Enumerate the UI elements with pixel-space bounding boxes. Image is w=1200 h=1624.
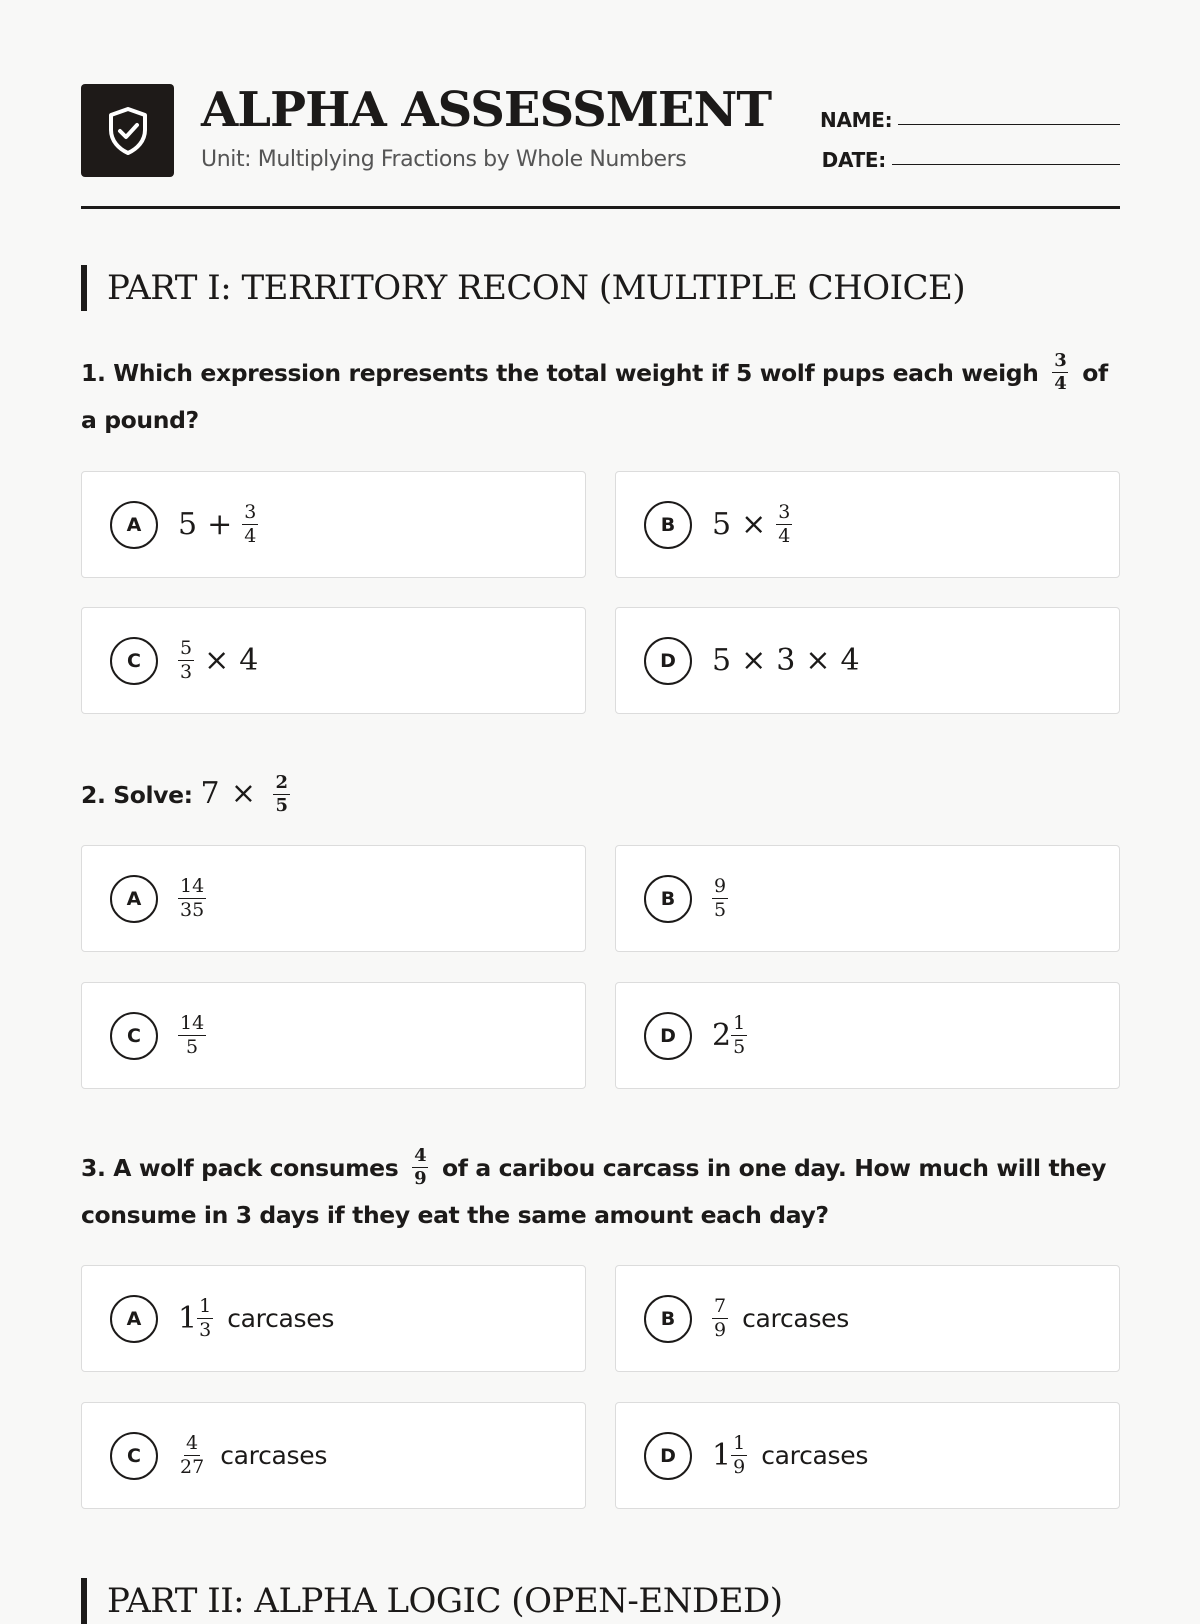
q3-option-c[interactable] xyxy=(81,1402,586,1509)
q1-option-d[interactable] xyxy=(615,607,1120,714)
worksheet-header xyxy=(81,84,1120,204)
question-2-label: 2. Solve: xyxy=(81,781,193,809)
option-expression: 1 $\frac{1}{3}$ carcases xyxy=(178,1295,335,1341)
question-3-fraction: $\frac{4}{9}$ xyxy=(414,1145,427,1189)
option-expression: $\frac{7}{9}$ carcases xyxy=(714,1295,849,1341)
question-3 xyxy=(81,1145,1120,1239)
answer-bubble[interactable]: B xyxy=(644,501,692,549)
q3-option-a[interactable] xyxy=(81,1265,586,1372)
answer-bubble[interactable]: A xyxy=(110,1295,158,1343)
option-expression: 2 $\frac{1}{5}$ xyxy=(712,1012,746,1058)
question-1-fraction: $\frac{3}{4}$ xyxy=(1054,350,1067,394)
option-expression: $\frac{5}{3}$ × 4 xyxy=(180,637,259,683)
q1-option-a[interactable] xyxy=(81,471,586,578)
option-expression: $\frac{14}{5}$ xyxy=(180,1012,205,1058)
date-row xyxy=(820,132,1120,172)
answer-bubble[interactable]: B xyxy=(644,875,692,923)
name-label: NAME: xyxy=(820,108,893,132)
logo xyxy=(81,84,174,177)
question-3-text-start: 3. A wolf pack consumes xyxy=(81,1154,399,1182)
answer-bubble[interactable]: B xyxy=(644,1295,692,1343)
answer-bubble[interactable]: D xyxy=(644,1012,692,1060)
question-3-text-end: of a caribou carcass in one day. How much will they consume in 3 days if they eat the same amount each day? xyxy=(81,1154,1107,1229)
shield-check-icon xyxy=(106,106,150,156)
header-divider xyxy=(81,206,1120,209)
option-expression: $\frac{14}{35}$ xyxy=(180,875,205,921)
page-title: ALPHA ASSESSMENT xyxy=(201,82,772,138)
date-field[interactable] xyxy=(892,163,1120,165)
name-row xyxy=(820,92,1120,132)
answer-bubble[interactable]: D xyxy=(644,637,692,685)
question-1 xyxy=(81,350,1120,444)
option-expression: 5 + $\frac{3}{4}$ xyxy=(178,501,257,547)
answer-bubble[interactable]: A xyxy=(110,875,158,923)
option-expression: 1 $\frac{1}{9}$ carcases xyxy=(712,1432,869,1478)
q3-option-b[interactable] xyxy=(615,1265,1120,1372)
question-2-fraction: $\frac{2}{5}$ xyxy=(275,772,288,816)
answer-bubble[interactable]: C xyxy=(110,1012,158,1060)
question-2-whole: 7 xyxy=(200,776,220,811)
q1-option-b[interactable] xyxy=(615,471,1120,578)
answer-bubble[interactable]: C xyxy=(110,637,158,685)
q3-option-d[interactable] xyxy=(615,1402,1120,1509)
option-expression: $\frac{4}{27}$ carcases xyxy=(180,1432,328,1478)
question-2: 2. Solve: 7 × $\frac{2}{5}$ xyxy=(81,772,288,816)
section-heading-part-1: PART I: TERRITORY RECON (MULTIPLE CHOICE) xyxy=(81,265,965,311)
q2-option-d[interactable] xyxy=(615,982,1120,1089)
option-expression: $\frac{9}{5}$ xyxy=(714,875,727,921)
q2-option-b[interactable] xyxy=(615,845,1120,952)
answer-bubble[interactable]: D xyxy=(644,1432,692,1480)
option-expression: 5 × 3 × 4 xyxy=(712,643,860,678)
q1-option-c[interactable] xyxy=(81,607,586,714)
q2-option-c[interactable] xyxy=(81,982,586,1089)
q2-option-a[interactable] xyxy=(81,845,586,952)
section-heading-part-2: PART II: ALPHA LOGIC (OPEN-ENDED) xyxy=(81,1578,783,1624)
date-label: DATE: xyxy=(821,148,886,172)
option-expression: 5 × $\frac{3}{4}$ xyxy=(712,501,791,547)
name-field[interactable] xyxy=(898,123,1120,125)
answer-bubble[interactable]: A xyxy=(110,501,158,549)
question-1-text-end: of a pound? xyxy=(81,359,1108,434)
answer-bubble[interactable]: C xyxy=(110,1432,158,1480)
question-1-text-start: 1. Which expression represents the total weight if 5 wolf pups each weigh xyxy=(81,359,1039,387)
unit-subtitle: Unit: Multiplying Fractions by Whole Numbers xyxy=(201,147,687,172)
student-info xyxy=(820,92,1120,172)
